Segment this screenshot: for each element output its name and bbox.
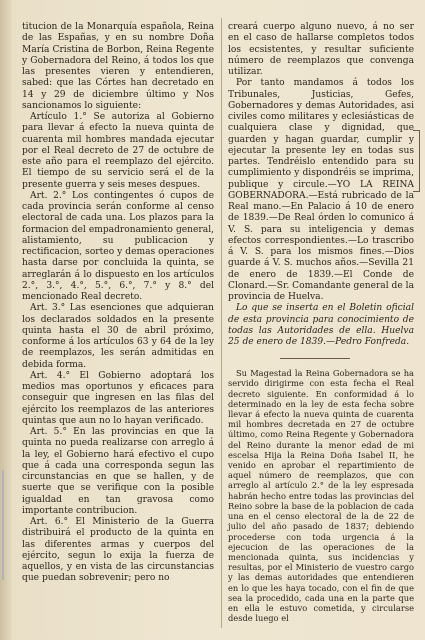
library-stamp xyxy=(2,470,14,580)
promulgation-paragraph: Por tanto mandamos á todos los Tribunales, Justicias, Gefes, Gobernadores y demas Autoridades, asi civiles como militares y eclesiásticas de cualquiera clase y dignidad, que guarden y hagan guardar, cumplir y ejecutar la presente ley en todas sus partes. Tendréislo entendido para su cumplimiento y dispondréis se imprima, publique y circule.—YO LA REINA GOBERNADORA.—Está rubricado de la Real mano.—En Palacio á 10 de enero de 1839.—De Real órden lo comunico á V. S. para su inteligencia y demas efectos correspondientes.—Lo trascribo á V. S. para los mismos fines.—Dios guarde á V. S. muchos años.—Sevilla 21 de enero de 1839.—El Conde de Clonard.—Sr. Comandante general de la provincia de Huelva. xyxy=(228,78,414,302)
column-divider xyxy=(221,18,222,628)
section-rule xyxy=(280,358,350,359)
article-2: Art. 2.° Los contingentes ó cupos de cada provincia serán conforme al censo electoral de cada una. Los plazos para la formacion del empadronamiento general, alistamiento, su publicacion y rectificacion, sorteo y demas operaciones hasta darse por concluida la quinta, se arreglarán á lo dispuesto en los artículos 2.°, 3.°, 4.°, 5.°, 6.°, 7.° y 8.° del mencionado Real decreto. xyxy=(22,190,214,302)
decree-preamble: titucion de la Monarquía española, Reina de las Españas, y en su nombre Doña María Cristina de Borbon, Reina Regente y Gobernadora del Reino, á todos los que las presentes vieren y entendieren, sabed: que las Córtes han decretado en 14 y 29 de diciembre último y Nos sancionamos lo siguiente: xyxy=(22,22,214,111)
bulletin-insertion-note: Lo que se inserta en el Boletin oficial de esta provincia para conocimiento de todas las Autoridades de ella. Huelva 25 de enero de 1839.—Pedro Fonfreda. xyxy=(228,303,414,347)
article-4: Art. 4.° El Gobierno adoptará los medios mas oportunos y eficaces para conseguir que ingresen en las filas del ejército los reemplazos de las anteriores quintas que aun no lo hayan verificado. xyxy=(22,370,214,426)
margin-bracket xyxy=(413,130,420,192)
article-1: Artículo 1.° Se autoriza al Gobierno para llevar á efecto la nueva quinta de cuarenta mil hombres mandada ejecutar por el Real decreto de 27 de octubre de este año para el reemplazo del ejército. El tiempo de su servicio será el de la presente guerra y seis meses despues. xyxy=(22,112,214,190)
left-column xyxy=(22,22,214,585)
article-3: Art. 3.° Las esenciones que adquieran los declarados soldados en la presente quinta hasta el 30 de abril próximo, conforme á los artículos 63 y 64 de la ley de reemplazos, les serán admitidas en debida forma. xyxy=(22,303,214,370)
article-6: Art. 6.° El Ministerio de la Guerra distribuirá el producto de la quinta en las diferentes armas y cuerpos del ejército, segun lo exija la fuerza de aquellos, y en vista de las circunstancias que puedan sobrevenir; pero no xyxy=(22,517,214,584)
right-column xyxy=(228,22,414,623)
article-5: Art. 5.° En las provincias en que la quinta no pueda realizarse con arreglo á la ley, el Gobierno hará efectivo el cupo que á cada una corresponda segun las circunstancias en que se hallen, y de suerte que se verifique con la posible igualdad en tan gravosa como importante contribucion. xyxy=(22,427,214,516)
royal-decree-text: Su Magestad la Reina Gobernadora se ha servido dirigirme con esta fecha el Real decreto siguiente. En conformidad á lo determinado en la ley de esta fecha sobre llevar á efecto la nueva quinta de cuarenta mil hombres decretada en 27 de octubre último, como Reina Regente y Gobernadora del Reino durante la menor edad de mi escelsa Hija la Reina Doña Isabel II, he venido en aprobar el repartimiento de aquel número de reemplazos, que con arreglo al artículo 2.° de la ley espresada habrán hecho entre todas las provincias del Reino sobre la base de la poblacion de cada una en el censo electoral de la de 22 de julio del año pasado de 1837; debiendo procederse con toda urgencia á la ejecucion de las operaciones de la mencionada quinta, sus incidencias y resultas, por el Ministerio de vuestro cargo y las demas autoridades que entendieren en lo que les haya tocado, con el fin de que sea la procedido, cada una en la parte que en ella le estuvo cometida, y circularse desde luego el xyxy=(228,368,414,624)
article-6-continued: creará cuerpo alguno nuevo, á no ser en el caso de hallarse completos todos los ecsistentes, y resultar suficiente número de reemplazos que convenga utilizar. xyxy=(228,22,414,77)
